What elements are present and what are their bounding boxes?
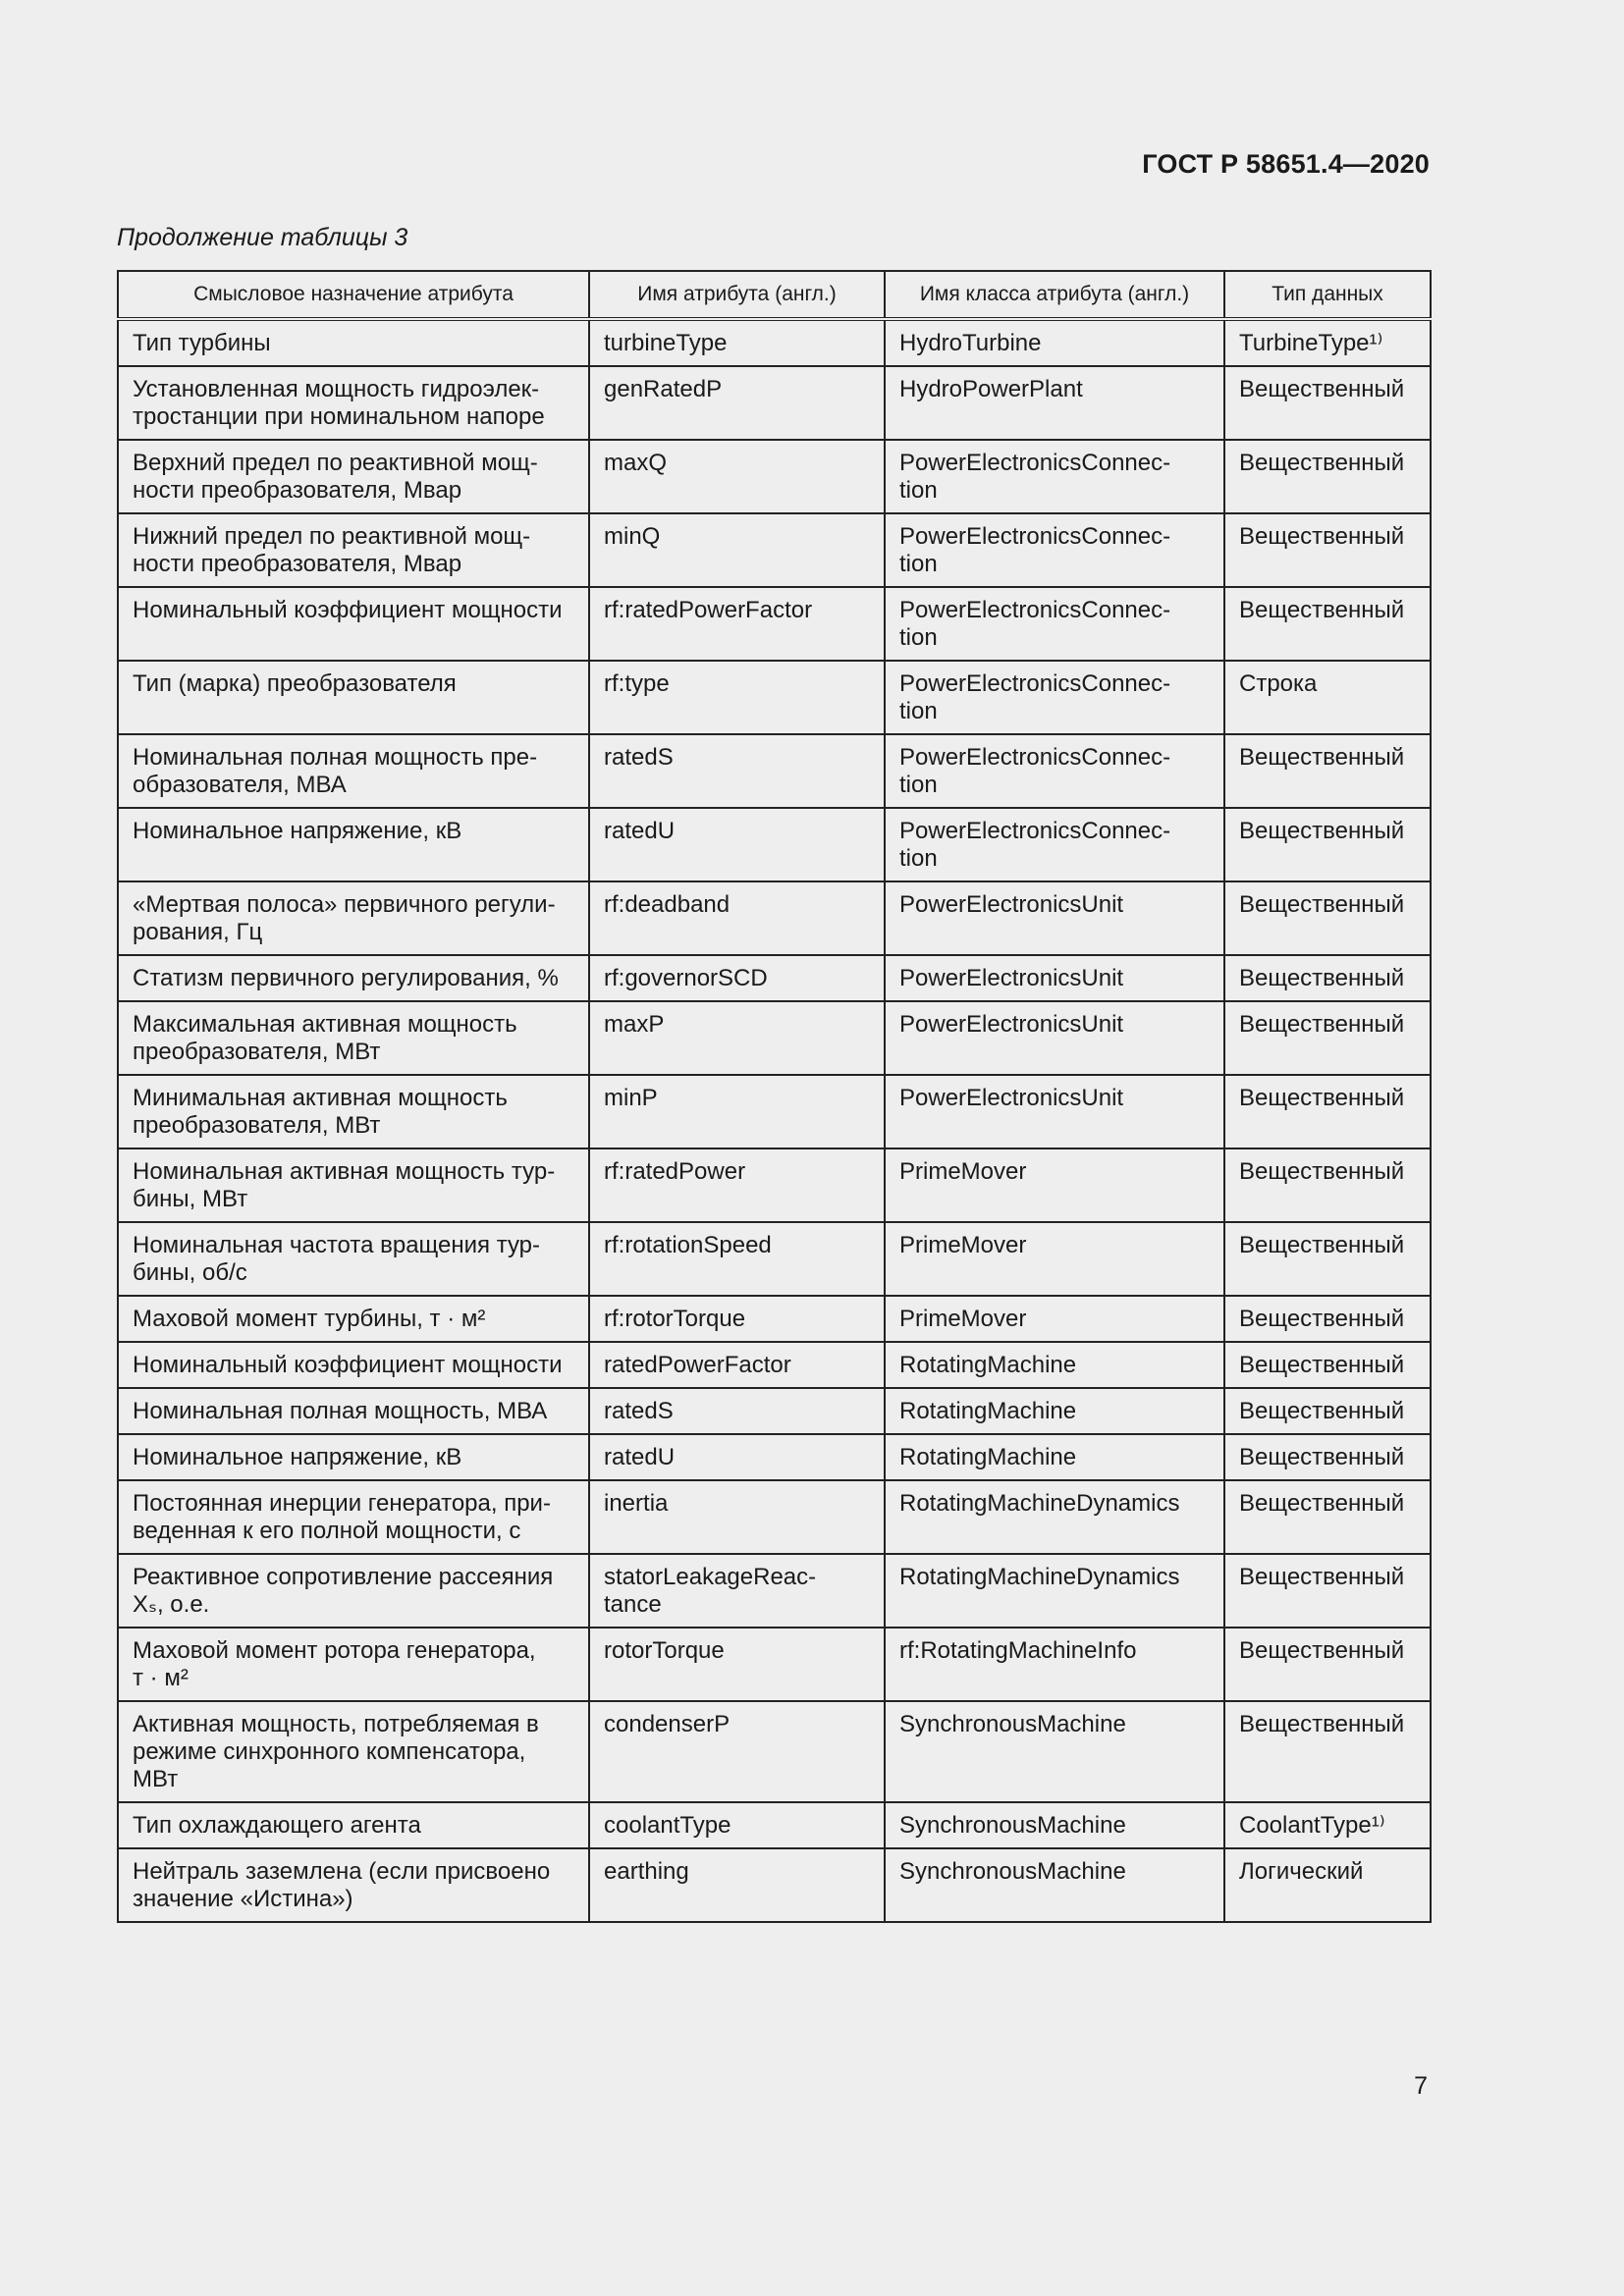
column-header-attribute-class: Имя класса атрибута (англ.) [885,271,1224,319]
attribute-purpose-cell: Маховой момент турбины, т · м² [118,1296,589,1342]
attribute-name-cell: maxP [589,1001,885,1075]
data-type-cell: Вещественный [1224,513,1431,587]
attribute-name-cell: inertia [589,1480,885,1554]
attribute-purpose-cell: Максимальная активная мощность преобразователя, МВт [118,1001,589,1075]
attribute-purpose-cell: Постоянная инерции генератора, при- веденная к его полной мощности, с [118,1480,589,1554]
data-type-cell: Вещественный [1224,587,1431,661]
attribute-class-cell: RotatingMachineDynamics [885,1480,1224,1554]
header-row [118,271,1431,319]
attribute-purpose-cell: Нижний предел по реактивной мощ- ности преобразователя, Мвар [118,513,589,587]
attribute-purpose-cell: Нейтраль заземлена (если присвоено значение «Истина») [118,1848,589,1922]
data-type-cell: Вещественный [1224,366,1431,440]
attribute-name-cell: rf:rotationSpeed [589,1222,885,1296]
data-type-cell: Вещественный [1224,955,1431,1001]
attribute-name-cell: genRatedP [589,366,885,440]
attribute-purpose-cell: Номинальное напряжение, кВ [118,1434,589,1480]
column-header-purpose: Смысловое назначение атрибута [118,271,589,319]
attribute-name-cell: rf:rotorTorque [589,1296,885,1342]
page-number: 7 [1414,2072,1428,2100]
table-row [118,1701,1431,1802]
attribute-name-cell: maxQ [589,440,885,513]
table-body [118,319,1431,1922]
table-row [118,734,1431,808]
attribute-purpose-cell: Активная мощность, потребляемая в режиме синхронного компенсатора, МВт [118,1701,589,1802]
attribute-class-cell: PowerElectronicsUnit [885,881,1224,955]
attribute-class-cell: PowerElectronicsConnec- tion [885,440,1224,513]
attribute-purpose-cell: Номинальная полная мощность, МВА [118,1388,589,1434]
attribute-class-cell: HydroTurbine [885,319,1224,366]
attribute-purpose-cell: Статизм первичного регулирования, % [118,955,589,1001]
data-type-cell: Вещественный [1224,1148,1431,1222]
attribute-purpose-cell: Тип (марка) преобразователя [118,661,589,734]
data-type-cell: Вещественный [1224,881,1431,955]
data-type-cell: Вещественный [1224,1554,1431,1628]
data-type-cell: Вещественный [1224,1388,1431,1434]
attribute-name-cell: ratedS [589,734,885,808]
table-row [118,1480,1431,1554]
attribute-class-cell: RotatingMachine [885,1434,1224,1480]
attribute-class-cell: rf:RotatingMachineInfo [885,1628,1224,1701]
data-type-cell: CoolantType¹⁾ [1224,1802,1431,1848]
attribute-class-cell: PowerElectronicsUnit [885,955,1224,1001]
data-type-cell: TurbineType¹⁾ [1224,319,1431,366]
attribute-name-cell: minQ [589,513,885,587]
attribute-class-cell: HydroPowerPlant [885,366,1224,440]
attribute-name-cell: rf:governorSCD [589,955,885,1001]
table-row [118,440,1431,513]
table-row [118,881,1431,955]
attribute-name-cell: rf:deadband [589,881,885,955]
data-type-cell: Вещественный [1224,1628,1431,1701]
data-type-cell: Вещественный [1224,1342,1431,1388]
attribute-purpose-cell: Маховой момент ротора генератора, т · м² [118,1628,589,1701]
data-type-cell: Логический [1224,1848,1431,1922]
table-row [118,1222,1431,1296]
attribute-class-cell: PrimeMover [885,1296,1224,1342]
attribute-name-cell: ratedS [589,1388,885,1434]
table-row [118,1342,1431,1388]
table-row [118,1296,1431,1342]
attribute-class-cell: SynchronousMachine [885,1802,1224,1848]
attribute-class-cell: RotatingMachine [885,1342,1224,1388]
data-type-cell: Вещественный [1224,1222,1431,1296]
attribute-class-cell: PrimeMover [885,1148,1224,1222]
attribute-purpose-cell: Тип турбины [118,319,589,366]
table-row [118,1388,1431,1434]
attribute-name-cell: rf:ratedPower [589,1148,885,1222]
attribute-purpose-cell: Номинальная активная мощность тур- бины, МВт [118,1148,589,1222]
table-row [118,1001,1431,1075]
attribute-purpose-cell: Номинальное напряжение, кВ [118,808,589,881]
table-row [118,1075,1431,1148]
attribute-class-cell: PowerElectronicsConnec- tion [885,734,1224,808]
attribute-name-cell: ratedPowerFactor [589,1342,885,1388]
table-row [118,1434,1431,1480]
attribute-class-cell: RotatingMachine [885,1388,1224,1434]
table-row [118,1148,1431,1222]
attribute-purpose-cell: Верхний предел по реактивной мощ- ности преобразователя, Мвар [118,440,589,513]
attribute-name-cell: minP [589,1075,885,1148]
column-header-data-type: Тип данных [1224,271,1431,319]
attribute-class-cell: PowerElectronicsUnit [885,1075,1224,1148]
table-row [118,661,1431,734]
data-type-cell: Вещественный [1224,808,1431,881]
data-type-cell: Вещественный [1224,1296,1431,1342]
data-type-cell: Вещественный [1224,1434,1431,1480]
attribute-class-cell: SynchronousMachine [885,1848,1224,1922]
table-caption: Продолжение таблицы 3 [117,224,408,251]
data-type-cell: Вещественный [1224,1480,1431,1554]
attribute-class-cell: PowerElectronicsUnit [885,1001,1224,1075]
attribute-purpose-cell: Номинальная полная мощность пре- образователя, МВА [118,734,589,808]
attribute-name-cell: coolantType [589,1802,885,1848]
table-row [118,319,1431,366]
attribute-purpose-cell: Установленная мощность гидроэлек- тростанции при номинальном напоре [118,366,589,440]
attribute-name-cell: earthing [589,1848,885,1922]
data-type-cell: Вещественный [1224,1701,1431,1802]
attribute-name-cell: rotorTorque [589,1628,885,1701]
data-type-cell: Вещественный [1224,734,1431,808]
attribute-name-cell: rf:ratedPowerFactor [589,587,885,661]
attribute-name-cell: condenserP [589,1701,885,1802]
attribute-purpose-cell: «Мертвая полоса» первичного регули- рования, Гц [118,881,589,955]
attribute-class-cell: PowerElectronicsConnec- tion [885,661,1224,734]
attribute-purpose-cell: Номинальный коэффициент мощности [118,587,589,661]
data-type-cell: Вещественный [1224,1001,1431,1075]
attribute-class-cell: PowerElectronicsConnec- tion [885,587,1224,661]
attribute-name-cell: ratedU [589,1434,885,1480]
attribute-name-cell: rf:type [589,661,885,734]
attribute-purpose-cell: Номинальная частота вращения тур- бины, об/с [118,1222,589,1296]
attribute-class-cell: SynchronousMachine [885,1701,1224,1802]
attribute-name-cell: ratedU [589,808,885,881]
attribute-name-cell: turbineType [589,319,885,366]
table-row [118,955,1431,1001]
data-type-cell: Вещественный [1224,1075,1431,1148]
data-type-cell: Вещественный [1224,440,1431,513]
table-row [118,1628,1431,1701]
attribute-purpose-cell: Номинальный коэффициент мощности [118,1342,589,1388]
attribute-class-cell: PowerElectronicsConnec- tion [885,513,1224,587]
table-row [118,1848,1431,1922]
table-row [118,1802,1431,1848]
attribute-purpose-cell: Реактивное сопротивление рассеяния Xₛ, о.е. [118,1554,589,1628]
attribute-purpose-cell: Тип охлаждающего агента [118,1802,589,1848]
attributes-table [117,270,1432,1923]
column-header-attribute-name: Имя атрибута (англ.) [589,271,885,319]
attribute-purpose-cell: Минимальная активная мощность преобразователя, МВт [118,1075,589,1148]
document-code: ГОСТ Р 58651.4—2020 [1142,149,1430,179]
table-row [118,808,1431,881]
table-row [118,366,1431,440]
attribute-class-cell: PowerElectronicsConnec- tion [885,808,1224,881]
attribute-class-cell: PrimeMover [885,1222,1224,1296]
table-row [118,587,1431,661]
table-row [118,1554,1431,1628]
data-type-cell: Строка [1224,661,1431,734]
attribute-class-cell: RotatingMachineDynamics [885,1554,1224,1628]
table-row [118,513,1431,587]
attribute-name-cell: statorLeakageReac- tance [589,1554,885,1628]
table-header [118,271,1431,319]
